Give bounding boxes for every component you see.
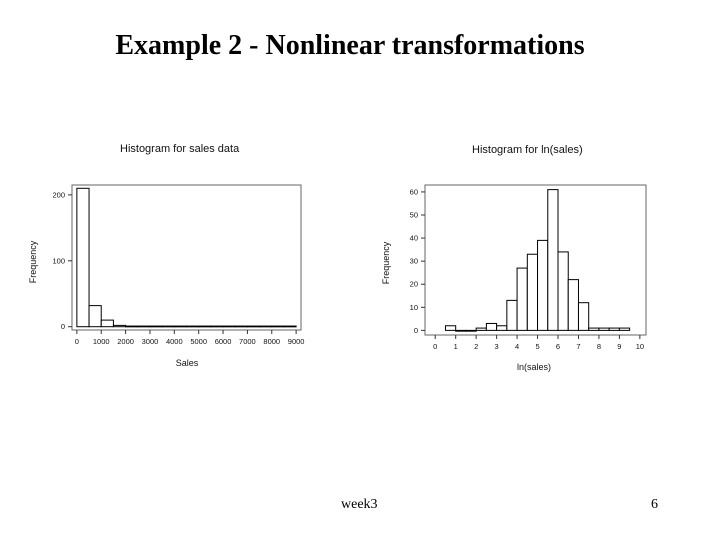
- histogram-bar: [260, 326, 272, 327]
- histogram-bar: [162, 326, 174, 327]
- x-tick-label: 2: [474, 342, 479, 351]
- histogram-bar: [486, 323, 496, 330]
- histogram-bar: [568, 280, 578, 331]
- x-ticks-group: [433, 335, 644, 351]
- histogram-bar: [199, 326, 211, 327]
- x-tick-label: 0: [433, 342, 438, 351]
- histogram-bar: [223, 326, 235, 327]
- y-tick-label: 100: [52, 256, 65, 266]
- y-axis-label: Frequency: [381, 241, 391, 285]
- histogram-bar: [187, 326, 199, 327]
- y-axis-label: Frequency: [28, 240, 38, 284]
- y-tick-label: 40: [409, 233, 418, 243]
- bars-group: [77, 188, 296, 327]
- plot-frame: [72, 185, 301, 330]
- bars-group: [445, 190, 629, 332]
- x-tick-label: 7: [576, 342, 581, 351]
- histogram-bar: [174, 326, 186, 327]
- histogram-bar: [445, 326, 455, 331]
- y-ticks-group: [52, 190, 72, 331]
- histogram-bar: [507, 300, 517, 330]
- histogram-bar: [538, 240, 548, 330]
- y-tick-label: 10: [409, 302, 418, 312]
- y-tick-label: 200: [52, 190, 65, 200]
- x-tick-label: 0: [74, 337, 79, 346]
- histogram-bar: [113, 325, 125, 326]
- x-tick-label: 9000: [287, 337, 305, 346]
- x-tick-label: 6000: [214, 337, 232, 346]
- x-tick-label: 1000: [92, 337, 110, 346]
- histogram-bar: [476, 328, 486, 330]
- histogram-bar: [619, 328, 629, 330]
- x-tick-label: 8000: [263, 337, 281, 346]
- chart-title: Histogram for sales data: [120, 143, 240, 155]
- histogram-bar: [548, 190, 558, 331]
- x-tick-label: 1: [453, 342, 458, 351]
- x-tick-label: 10: [635, 342, 645, 351]
- x-tick-label: 4: [514, 342, 520, 351]
- histogram-bar: [235, 326, 247, 327]
- x-tick-label: 5: [535, 342, 540, 351]
- histogram-bar: [589, 328, 599, 330]
- x-ticks-group: [75, 330, 305, 346]
- x-tick-label: 3: [494, 342, 499, 351]
- histogram-bar: [466, 330, 476, 331]
- x-tick-label: 6: [555, 342, 561, 351]
- y-tick-label: 60: [409, 187, 418, 197]
- histogram-bar: [150, 326, 162, 327]
- x-tick-label: 9: [617, 342, 622, 351]
- x-tick-label: 8: [596, 342, 602, 351]
- x-tick-label: 2000: [117, 337, 134, 346]
- histogram-bar: [456, 330, 466, 331]
- slide-title: Example 2 - Nonlinear transformations: [115, 30, 585, 61]
- x-tick-label: 4000: [165, 337, 183, 346]
- histogram-bar: [558, 252, 568, 330]
- x-tick-label: 5000: [190, 337, 208, 346]
- footer-label: week3: [341, 497, 378, 512]
- y-tick-label: 0: [413, 325, 418, 335]
- y-tick-label: 30: [409, 256, 418, 266]
- y-tick-label: 20: [409, 279, 418, 289]
- y-tick-label: 50: [409, 210, 418, 220]
- x-tick-label: 7000: [239, 337, 256, 346]
- histogram-bar: [101, 320, 113, 327]
- histogram-bar: [272, 326, 284, 327]
- histogram-bar: [497, 326, 507, 331]
- x-axis-label: Sales: [175, 358, 199, 368]
- histogram-bar: [609, 328, 619, 330]
- y-tick-label: 0: [60, 322, 65, 332]
- histogram-bar: [578, 303, 588, 331]
- page-number: 6: [651, 497, 658, 512]
- histogram-bar: [211, 326, 223, 327]
- histogram-bar: [138, 326, 150, 327]
- y-ticks-group: [410, 187, 425, 334]
- x-tick-label: 3000: [141, 337, 159, 346]
- histogram-bar: [599, 328, 609, 330]
- histogram-bar: [517, 268, 527, 330]
- sales-histogram-chart: [20, 130, 320, 380]
- histogram-bar: [527, 254, 537, 330]
- histogram-bar: [284, 326, 296, 327]
- histogram-bar: [77, 188, 89, 326]
- chart-title: Histogram for ln(sales): [472, 144, 583, 156]
- histogram-bar: [89, 306, 101, 327]
- x-axis-label: ln(sales): [516, 362, 552, 372]
- histogram-bar: [126, 326, 138, 327]
- histogram-bar: [247, 326, 259, 327]
- ln-sales-histogram-chart: [370, 130, 670, 380]
